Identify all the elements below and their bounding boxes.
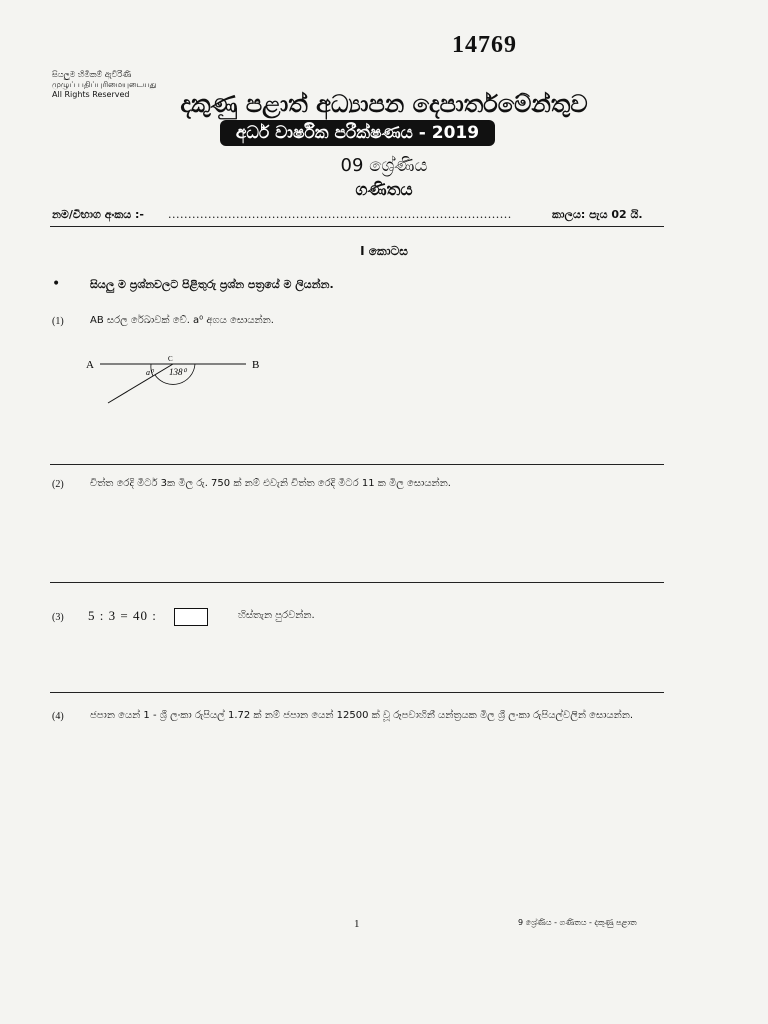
subject-label: ගණිතය [355,180,413,200]
grade-label: 09 ශ්‍රේණිය [340,155,428,176]
answer-divider-3 [50,692,664,693]
exam-title-banner: අර්ධ වාර්ෂික පරීක්ෂණය - 2019 [220,120,495,146]
question-1-text: AB සරල රේඛාවක් වේ. a⁰ අගය සොයන්න. [90,315,274,326]
angle-a-label: a⁰ [146,368,154,377]
time-allowed-label: කාලය: පැය 02 යි. [552,208,643,221]
rights-line-sinhala: සියලුම හිමිකම් ඇවිරිණි [52,70,132,79]
header-divider [50,226,664,227]
point-c-label: C [168,355,173,363]
question-1-number: (1) [52,316,64,327]
rights-line-english: All Rights Reserved [52,90,130,99]
footer-caption: 9 ශ්‍රේණිය - ගණිතය - දකුණු පළාත [518,918,637,927]
section-title: I කොටස [360,244,408,258]
question-2-text: චිත්ත රෙදි මීටර් 3ක මිල රු. 750 ක් නම් එවැනි චිත්ත රෙදි මීටර 11 ක මිල සොයන්න. [90,478,451,489]
department-title: දකුණු පළාත් අධ්‍යාපන දෙපාර්තමේන්තුව [180,90,588,118]
question-4-number: (4) [52,711,64,722]
name-index-label: නම/විභාග අංකය :- [52,208,144,221]
answer-divider-2 [50,582,664,583]
question-1-figure [80,348,280,408]
question-3-number: (3) [52,612,64,623]
question-3-ratio: 5 : 3 = 40 : [88,608,157,623]
transversal-line [108,364,173,403]
angle-138-label: 138⁰ [169,367,187,377]
question-4-text: ජපාන යෙන් 1 - ශ්‍රී ලංකා රුපියල් 1.72 ක් නම් ජපාන යෙන් 12500 ක් වූ රූපවාහිනී යන්ත්‍රයක මිල ශ්‍රී ලංකා රුපියල්වලින් සොයන්න. [90,710,634,721]
serial-number: 14769 [452,32,517,58]
bullet-icon: • [52,276,61,292]
section-instruction: සියලු ම ප්‍රශ්නවලට පිළිතුරු ප්‍රශ්න පත්‍රයේ ම ලියන්න. [90,278,334,291]
question-2-number: (2) [52,479,64,490]
answer-divider-1 [50,464,664,465]
name-index-field[interactable]: ...................................................................................... [168,208,512,221]
rights-line-tamil: முழுப் பதிப்புரிமையுடையது [52,80,157,89]
point-b-label: B [252,359,260,371]
page-number: 1 [354,918,360,930]
ratio-blank-box[interactable] [174,608,208,626]
point-a-label: A [86,359,94,371]
question-3-text: හිස්තැන පුරවන්න. [238,610,315,621]
